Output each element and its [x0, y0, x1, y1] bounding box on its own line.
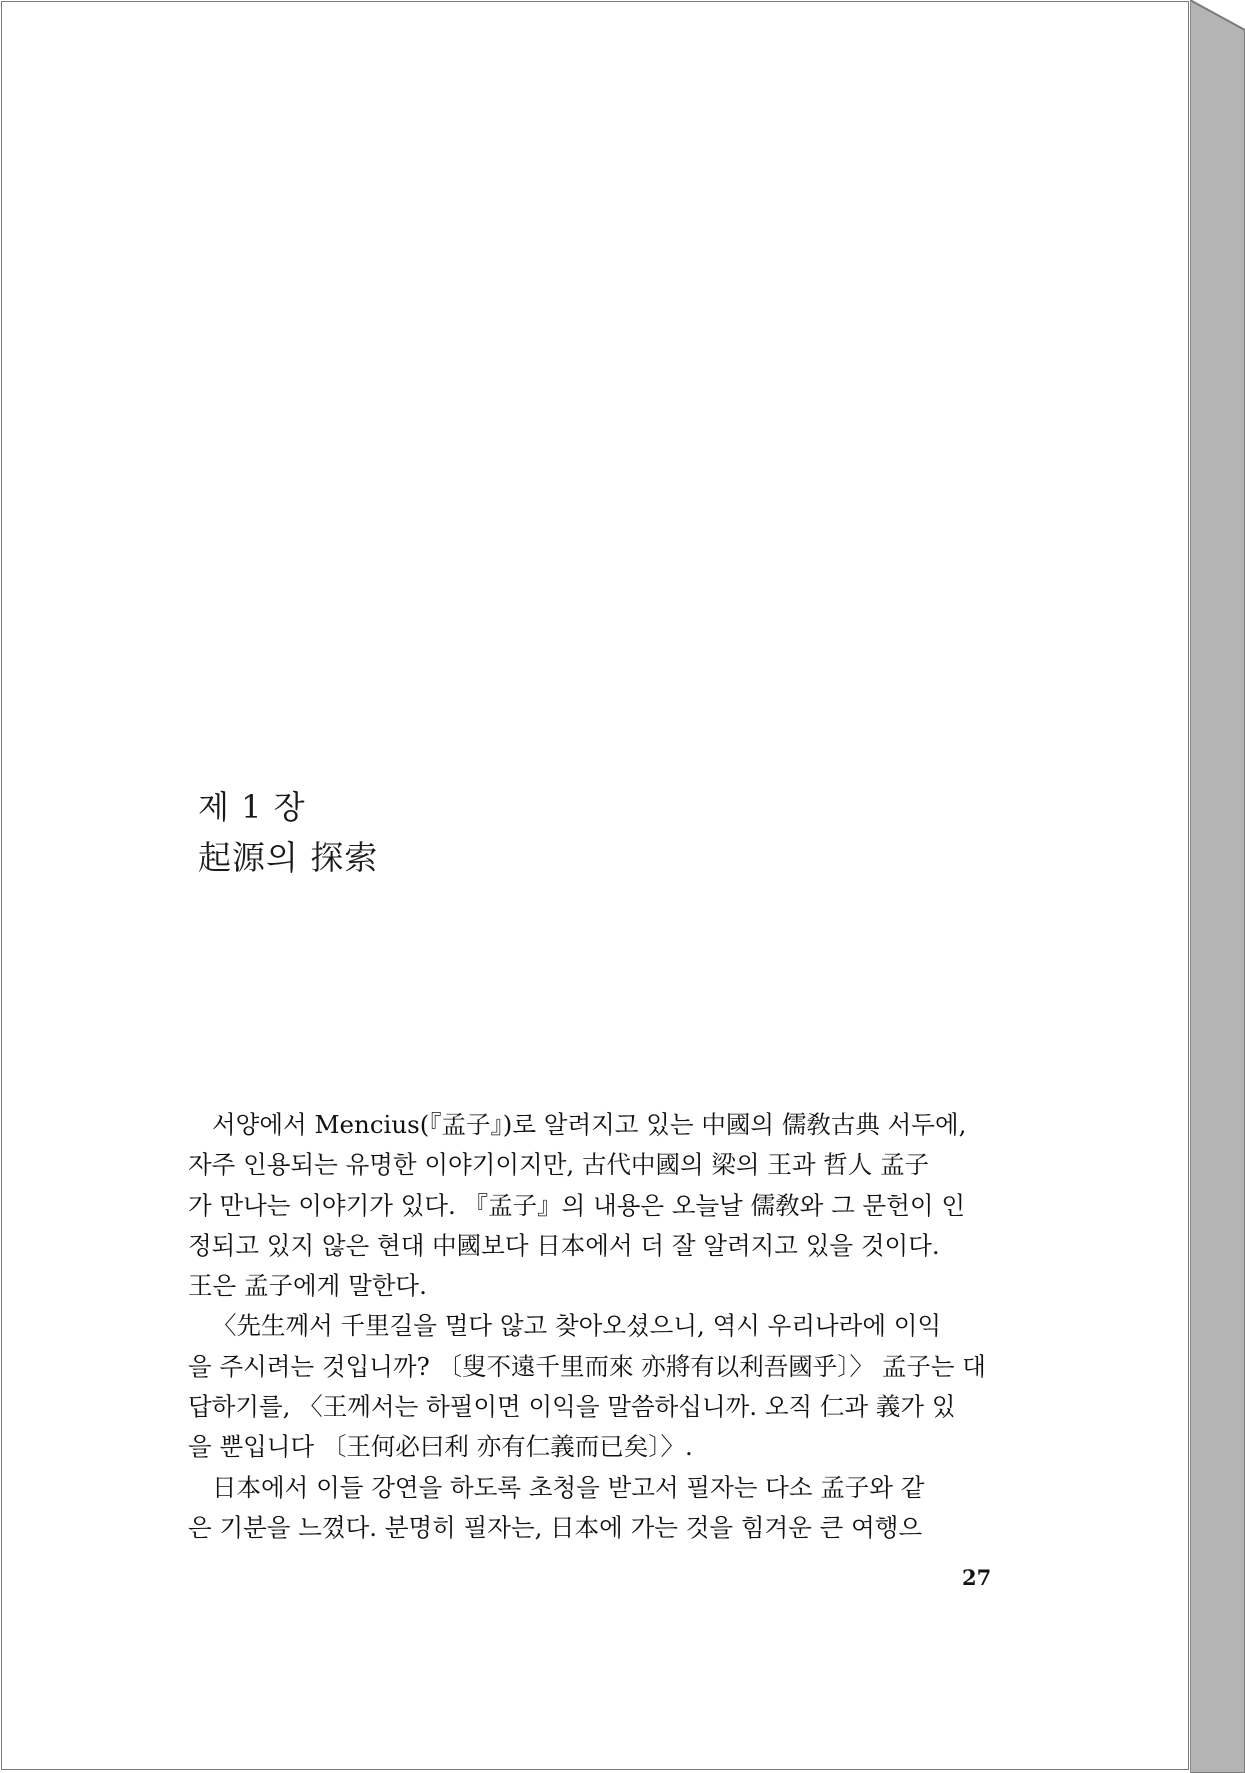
paragraph [188, 1306, 1026, 1467]
page-edge-shadow [1190, 0, 1245, 1773]
chapter-number: 제 1 장 [198, 788, 306, 826]
text-line: 王은 孟子에게 말한다. [188, 1271, 427, 1301]
text-line: 서양에서 Mencius(『孟子』)로 알려지고 있는 中國의 儒敎古典 서두에, [212, 1110, 967, 1139]
text-line: 자주 인용되는 유명한 이야기이지만, 古代中國의 梁의 王과 哲人 孟子 [188, 1150, 930, 1180]
page-number: 27 [962, 1565, 992, 1590]
text-line: 〈先生께서 千里길을 멀다 않고 찾아오셨으니, 역시 우리나라에 이익 [212, 1311, 942, 1341]
text-line: 정되고 있지 않은 현대 中國보다 日本에서 더 잘 알려지고 있을 것이다. [188, 1230, 940, 1260]
text-line: 답하기를, 〈王께서는 하필이면 이익을 말씀하십니까. 오직 仁과 義가 있 [188, 1392, 956, 1422]
chapter-title: 起源의 探索 [198, 838, 379, 877]
paragraph [188, 1105, 1026, 1306]
text-line: 을 주시려는 것입니까? 〔叟不遠千里而來 亦將有以利吾國乎〕〉 孟子는 대 [188, 1351, 986, 1381]
text-line: 가 만나는 이야기가 있다. 『孟子』의 내용은 오늘날 儒敎와 그 문헌이 인 [188, 1190, 966, 1220]
body-text [188, 1105, 1026, 1548]
text-line: 日本에서 이들 강연을 하도록 초청을 받고서 필자는 다소 孟子와 같 [212, 1472, 925, 1502]
chapter-heading [198, 785, 378, 883]
paragraph [188, 1468, 1026, 1549]
text-line: 을 뿐입니다 〔王何必曰利 亦有仁義而已矣〕〉. [188, 1432, 693, 1462]
text-line: 은 기분을 느꼈다. 분명히 필자는, 日本에 가는 것을 힘겨운 큰 여행으 [188, 1512, 923, 1542]
